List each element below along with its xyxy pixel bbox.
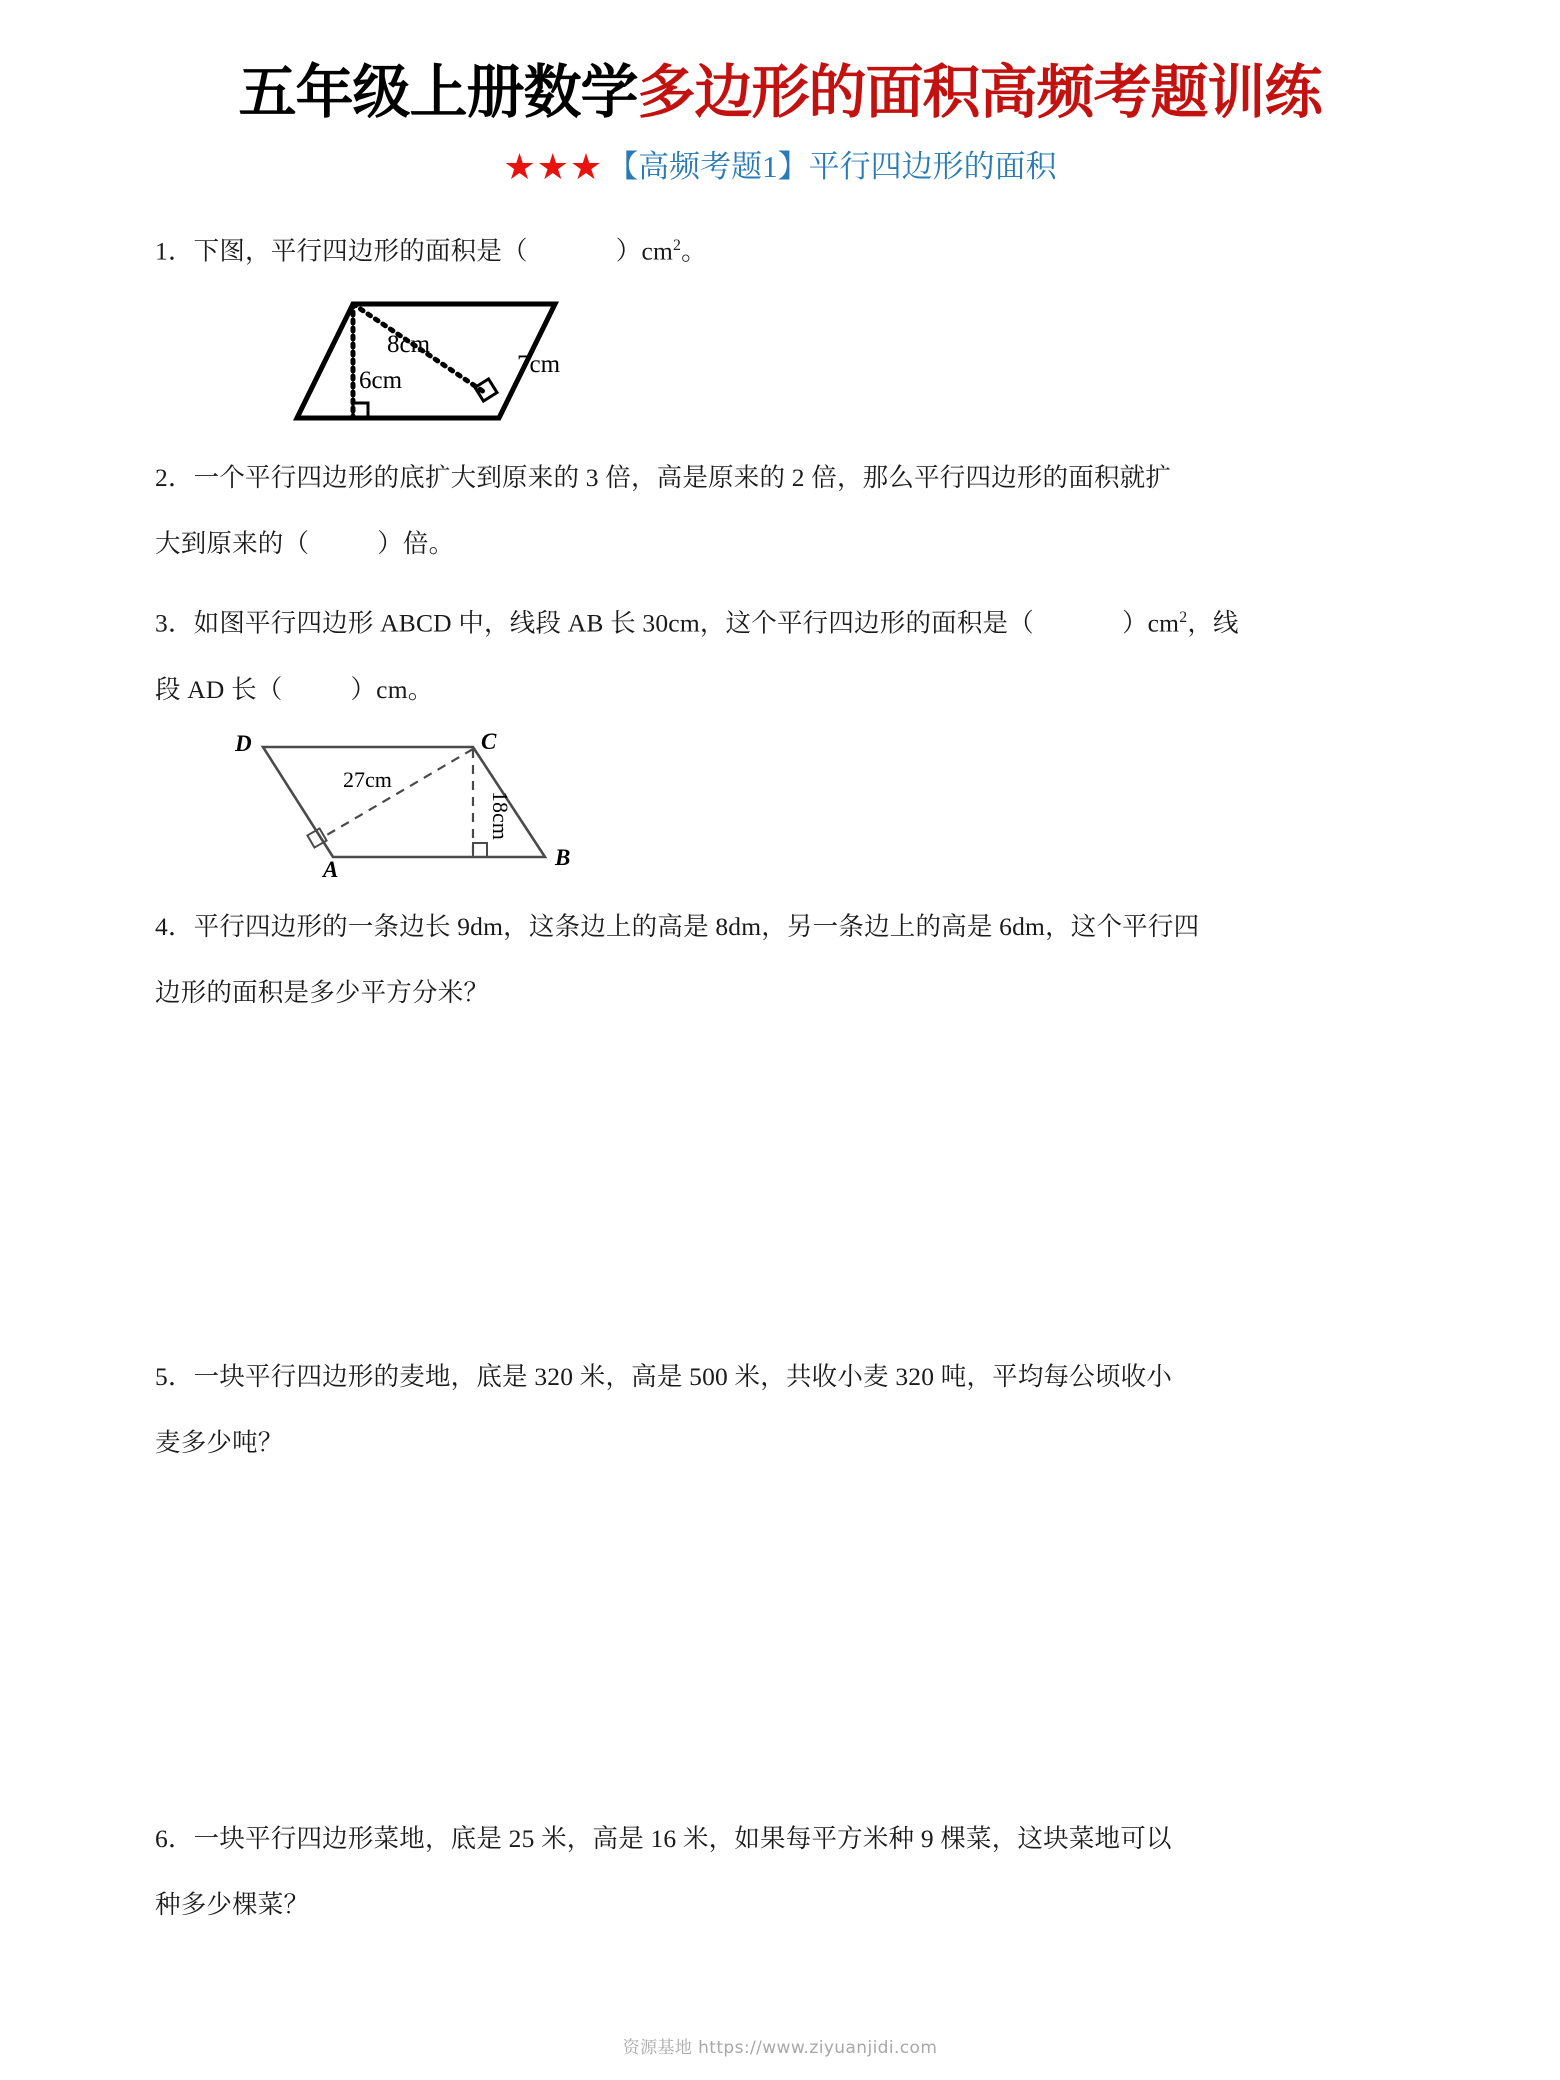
question-2: [155, 445, 1405, 577]
question-2-line-1: [155, 445, 1405, 511]
question-4-number: 4．: [155, 911, 194, 941]
question-6: [155, 1806, 1405, 1938]
section-heading: [155, 146, 1405, 187]
figure-1-label-diagonal: 8cm: [387, 331, 431, 359]
question-5-line-1: [155, 1344, 1405, 1410]
question-4-text-1: 平行四边形的一条边长 9dm，这条边上的高是 8dm，另一条边上的高是 6dm，这个平行四: [193, 911, 1200, 941]
question-5-line-2: [155, 1410, 1405, 1476]
question-6-line-1: [155, 1806, 1405, 1872]
question-5-number: 5．: [155, 1361, 194, 1391]
page-title-black: 五年级上册数学: [238, 58, 638, 126]
question-1-text-b: ）cm: [615, 236, 674, 266]
figure-parallelogram-abcd: [215, 729, 1405, 884]
right-angle-mark-side: [475, 379, 497, 401]
figure-1-label-height: 6cm: [359, 367, 403, 395]
question-3-text-1b: ）cm: [1121, 608, 1180, 638]
question-2-text-1: 一个平行四边形的底扩大到原来的 3 倍，高是原来的 2 倍，那么平行四边形的面积就扩: [193, 463, 1172, 493]
question-3-text-2b: ）cm。: [350, 674, 434, 704]
figure-1-label-side: 7cm: [517, 351, 561, 379]
right-angle-mark-ab: [473, 843, 487, 857]
question-3-superscript: 2: [1179, 609, 1188, 627]
question-3-line-1: [155, 585, 1405, 657]
question-3: [155, 585, 1405, 723]
figure-2-vertex-d: D: [235, 730, 252, 756]
section-heading-label: 【高频考题1】平行四边形的面积: [607, 148, 1057, 184]
figure-2-label-27cm: 27cm: [343, 766, 392, 792]
question-1: [155, 213, 1405, 285]
question-6-text-1: 一块平行四边形菜地，底是 25 米，高是 16 米，如果每平方米种 9 棵菜，这块菜地可以: [193, 1823, 1172, 1853]
height-line-to-ad: [320, 749, 473, 839]
figure-1-svg: [235, 290, 635, 430]
question-1-superscript: 2: [673, 236, 682, 254]
question-2-number: 2．: [155, 463, 194, 493]
question-3-text-1a: 如图平行四边形 ABCD 中，线段 AB 长 30cm，这个平行四边形的面积是（: [193, 608, 1034, 638]
question-2-text-2b: ）倍。: [377, 529, 455, 559]
figure-2-svg: [215, 729, 635, 879]
question-1-text-c: 。: [681, 236, 707, 266]
page-title: [155, 0, 1405, 126]
question-5: [155, 1344, 1405, 1476]
question-5-text-2: 麦多少吨？: [155, 1427, 284, 1457]
footer-watermark: 资源基地 https://www.ziyuanjidi.com: [622, 2038, 938, 2058]
figure-2-vertex-a: A: [323, 856, 339, 879]
star-rating-icon: ★★★: [503, 146, 604, 187]
figure-2-label-18cm: 18cm: [488, 790, 513, 840]
question-3-text-2a: 段 AD 长（: [155, 674, 283, 704]
question-1-text-a: 下图，平行四边形的面积是（: [193, 236, 528, 266]
question-2-line-2: [155, 511, 1405, 577]
question-1-number: 1．: [155, 236, 194, 266]
question-3-text-1c: ，线: [1187, 608, 1239, 638]
figure-2-vertex-b: B: [555, 844, 571, 870]
figure-parallelogram-1: [235, 290, 1405, 435]
page-title-red: 多边形的面积高频考题训练: [637, 58, 1322, 126]
question-4-text-2: 边形的面积是多少平方分米？: [155, 977, 490, 1007]
question-5-text-1: 一块平行四边形的麦地，底是 320 米，高是 500 米，共收小麦 320 吨，平均每公顷收小: [193, 1361, 1173, 1391]
question-6-line-2: [155, 1872, 1405, 1938]
question-4-line-1: [155, 894, 1405, 960]
figure-2-vertex-c: C: [481, 728, 497, 754]
question-4-line-2: [155, 960, 1405, 1026]
question-6-number: 6．: [155, 1823, 194, 1853]
question-4: [155, 894, 1405, 1026]
question-2-text-2a: 大到原来的（: [155, 529, 310, 559]
question-6-text-2: 种多少棵菜？: [155, 1889, 310, 1919]
question-3-number: 3．: [155, 608, 194, 638]
question-3-line-2: [155, 657, 1405, 723]
